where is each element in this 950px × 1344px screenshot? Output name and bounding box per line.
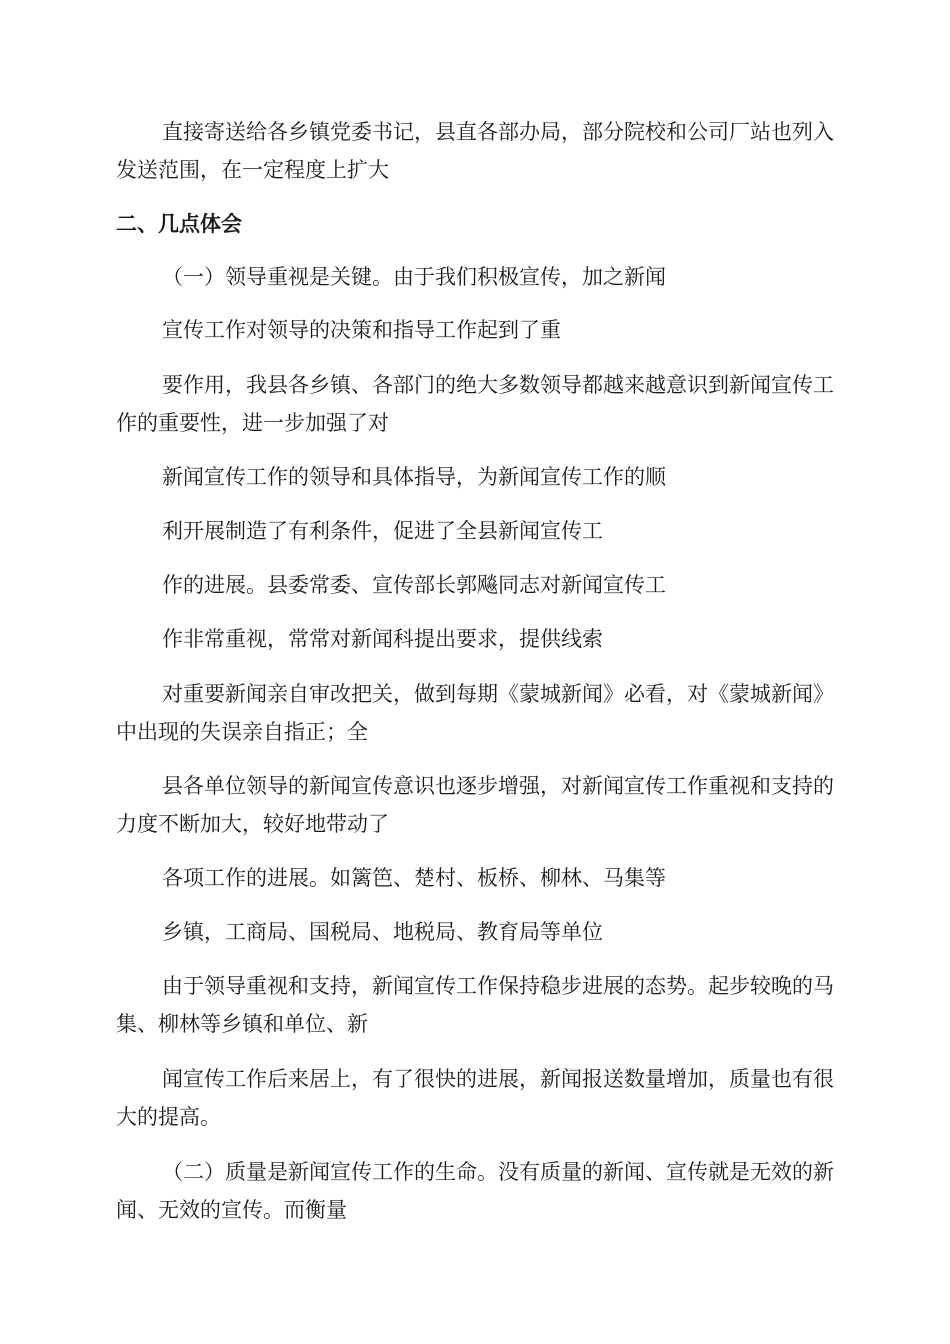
paragraph-review: 对重要新闻亲自审改把关，做到每期《蒙城新闻》必看，对《蒙城新闻》中出现的失误亲自指正；全 [116,682,834,744]
paragraph-leadership-role: 宣传工作对领导的决策和指导工作起到了重 [162,318,561,342]
paragraph-quality: （二）质量是新闻宣传工作的生命。没有质量的新闻、宣传就是无效的新闻、无效的宣传。而衡量 [116,1160,834,1222]
paragraph-units: 乡镇，工商局、国税局、地税局、教育局等单位 [162,920,603,944]
paragraph-guidance: 新闻宣传工作的领导和具体指导，为新闻宣传工作的顺 [162,465,666,489]
paragraph-distribution: 直接寄送给各乡镇党委书记，县直各部办局，部分院校和公司厂站也列入发送范围，在一定程度上扩大 [116,120,834,182]
paragraph-conditions: 利开展制造了有利条件，促进了全县新闻宣传工 [162,519,603,543]
paragraph-importance: 要作用，我县各乡镇、各部门的绝大多数领导都越来越意识到新闻宣传工作的重要性，进一步加强了对 [116,373,834,435]
section-heading: 二、几点体会 [116,211,242,236]
paragraph-examples: 各项工作的进展。如篱笆、楚村、板桥、柳林、马集等 [162,866,666,890]
paragraph-steady-progress: 由于领导重视和支持，新闻宣传工作保持稳步进展的态势。起步较晚的马集、柳林等乡镇和单位、新 [116,974,834,1036]
paragraph-improvement: 闻宣传工作后来居上，有了很快的进展，新闻报送数量增加，质量也有很大的提高。 [116,1067,834,1129]
paragraph-progress: 作的进展。县委常委、宣传部长郭飚同志对新闻宣传工 [162,573,666,597]
paragraph-leadership-intro: （一）领导重视是关键。由于我们积极宣传，加之新闻 [162,265,666,289]
paragraph-awareness: 县各单位领导的新闻宣传意识也逐步增强，对新闻宣传工作重视和支持的力度不断加大，较好地带动了 [116,774,834,836]
paragraph-attention: 作非常重视，常常对新闻科提出要求，提供线索 [162,627,603,651]
